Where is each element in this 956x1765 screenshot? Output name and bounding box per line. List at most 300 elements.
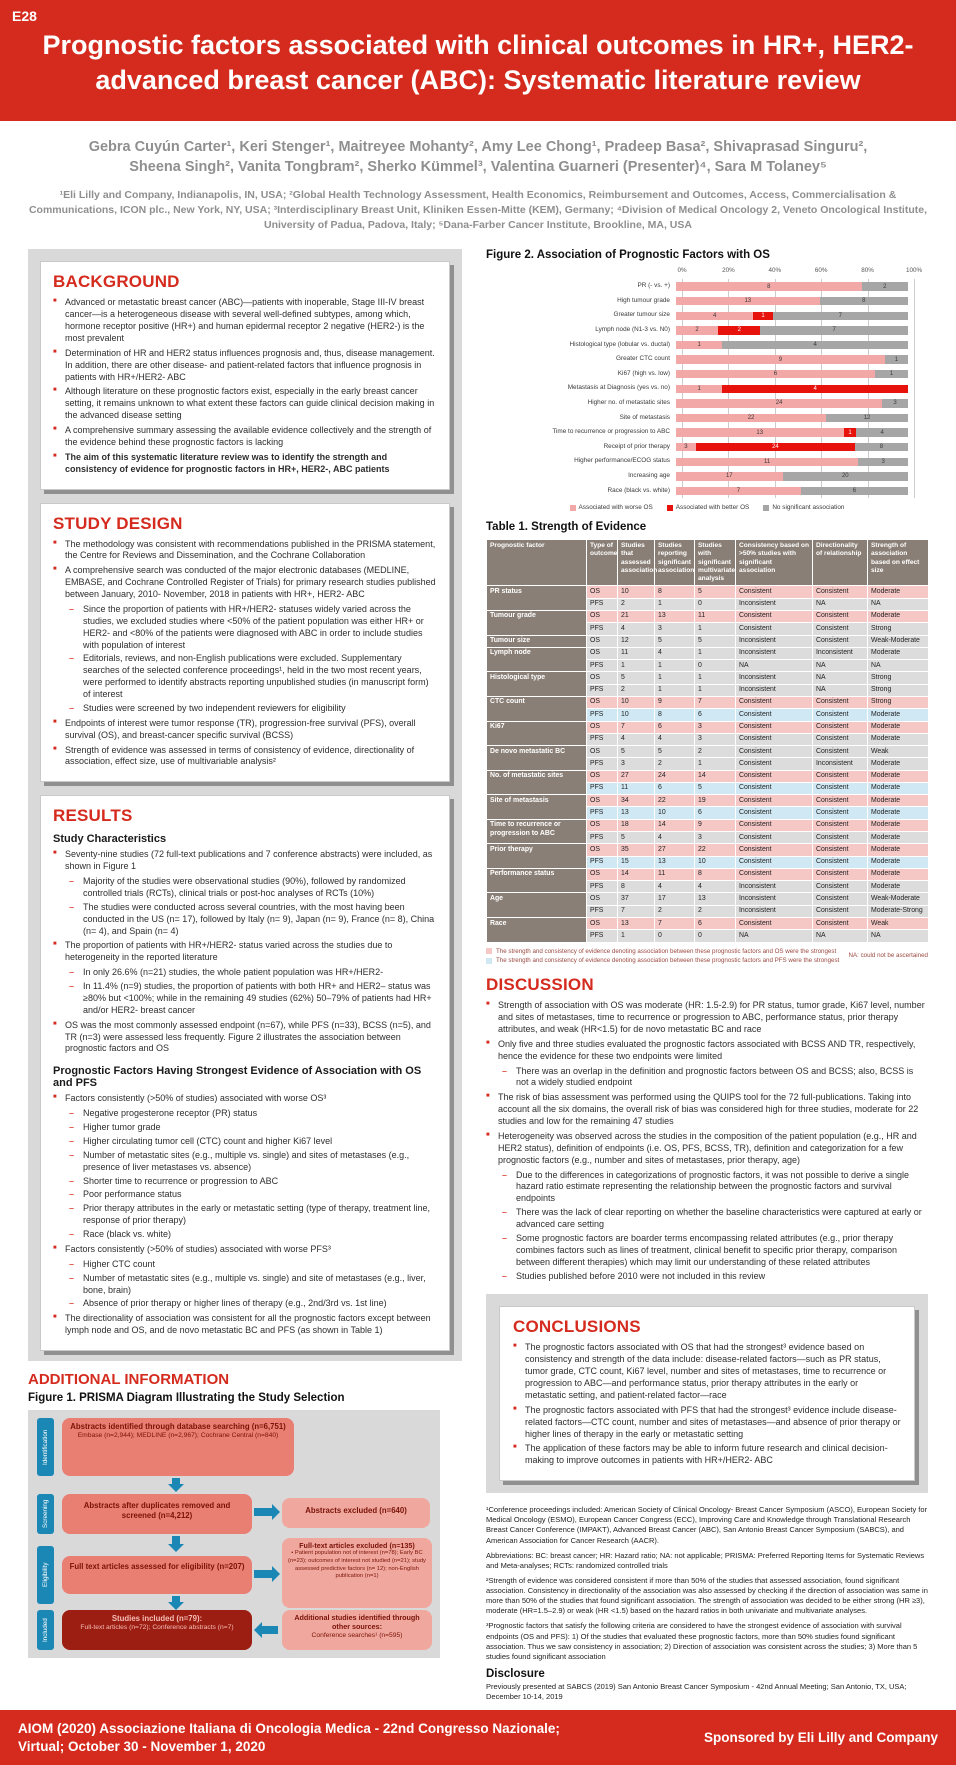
table-cell: Weak-Moderate (868, 635, 929, 647)
table-cell: PFS (587, 623, 618, 635)
bullet-item: – Prior therapy attributes in the early or metastatic setting (type of therapy, treatment line, response of prior therapy) (53, 1203, 437, 1227)
bullet-item: ■ Strength of evidence was assessed in terms of consistency of evidence, directionality of association, effect size, use of multivariable analysis² (53, 745, 437, 769)
table-cell: 5 (618, 746, 655, 758)
chart-category-label: Higher performance/ECOG status (574, 457, 670, 465)
table-cell: PFS (587, 881, 618, 893)
chart-row (486, 352, 928, 367)
arrow-left-icon (262, 1626, 278, 1634)
table-cell: Consistent (813, 868, 868, 880)
bullet-item: – There was the lack of clear reporting on whether the baseline characteristics were captured at early or advanced care setting (486, 1207, 928, 1231)
prisma-box-identified (62, 1418, 294, 1476)
figure2-chart (486, 267, 928, 511)
conclusions-heading: CONCLUSIONS (513, 1317, 641, 1337)
prisma-stage-identification: Identification (37, 1418, 54, 1476)
chart-row (486, 469, 928, 484)
chart-bar (676, 399, 908, 408)
table-cell: 5 (655, 635, 695, 647)
bullet-item: ■ The methodology was consistent with recommendations published in the PRISMA statement, the Centre for Reviews and Dissemination, and the Cochrane Collaboration (53, 539, 437, 563)
table-row (487, 868, 929, 880)
table-cell: Moderate (868, 647, 929, 659)
axis-tick-label: 60% (814, 267, 828, 275)
table-cell: 6 (695, 918, 736, 930)
poster-code: E28 (12, 8, 37, 24)
arrow-down-icon (172, 1478, 180, 1484)
table-cell: PFS (587, 598, 618, 610)
bar-segment-none: 4 (856, 428, 908, 437)
table-cell: Consistent (736, 844, 813, 856)
table-cell: Consistent (813, 807, 868, 819)
table-cell: 37 (618, 893, 655, 905)
table-cell: Inconsistent (736, 893, 813, 905)
bullet-item: – Editorials, reviews, and non-English publications were excluded. Supplementary searches of the selected conference proceedings¹, held in the two most recent years, were performed to identify abstracts reporting unpublished studies (in manuscript form) of interest (53, 653, 437, 701)
bar-segment-worse: 4 (676, 312, 753, 321)
bar-segment-worse: 2 (676, 326, 718, 335)
table-cell: OS (587, 672, 618, 684)
table1-head (487, 540, 929, 586)
table-cell: Consistent (813, 856, 868, 868)
table-cell: NA (813, 672, 868, 684)
chart-row (486, 323, 928, 338)
table-cell: Moderate (868, 881, 929, 893)
chart-row (486, 454, 928, 469)
table-cell: Moderate (868, 819, 929, 831)
table-cell: OS (587, 918, 618, 930)
table-cell: NA (813, 684, 868, 696)
arrow-down-icon (172, 1596, 180, 1602)
table-cell: 0 (695, 930, 736, 942)
bullet-item: ■ The prognostic factors associated with OS that had the strongest³ evidence based on consistency and strength of the data include: disease-related factors—such as PR status, tumor grade, CTC count, Ki67 level, number and sites of metastases, time to recurrence or progression to ABC—and performance status, prior therapy attributes in the early or metastatic setting, and patient-related factor—race (513, 1342, 901, 1401)
legend-label: Associated with better OS (675, 504, 750, 512)
table-cell: Weak-Moderate (868, 893, 929, 905)
legend-swatch (570, 505, 576, 511)
prisma-stage-included: Included (37, 1610, 54, 1650)
bar-segment-worse: 1 (676, 385, 722, 394)
table-cell: Moderate-Strong (868, 905, 929, 917)
bar-segment-worse: 8 (676, 282, 862, 291)
table-cell: 24 (655, 770, 695, 782)
chart-bar (676, 297, 908, 306)
table-row (487, 721, 929, 733)
prisma-box-abstracts-excluded-main: Abstracts excluded (n=640) (305, 1506, 407, 1516)
table-column-header: Consistency based on >50% studies with significant association (736, 540, 813, 586)
table-cell: OS (587, 893, 618, 905)
table-cell: OS (587, 844, 618, 856)
table-cell: Inconsistent (736, 881, 813, 893)
additional-info-heading: ADDITIONAL INFORMATION (28, 1371, 230, 1389)
prisma-stage-screening: Screening (37, 1494, 54, 1534)
table-cell: Moderate (868, 770, 929, 782)
table-cell: Inconsistent (736, 635, 813, 647)
bar-segment-none: 3 (858, 458, 908, 467)
legend-item (667, 504, 750, 511)
table-cell: Consistent (736, 623, 813, 635)
table-cell: Moderate (868, 844, 929, 856)
results-subheading-1: Study Characteristics (53, 833, 167, 846)
table-cell: 4 (655, 733, 695, 745)
table-cell: Moderate (868, 795, 929, 807)
bullet-item: – Race (black vs. white) (53, 1229, 437, 1241)
bullet-item: ■ The directionality of association was consistent for all the prognostic factors except between lymph node and OS, and de novo metastatic BC and PFS (as shown in Table 1) (53, 1313, 437, 1337)
table1-title: Table 1. Strength of Evidence (486, 521, 647, 534)
table-cell: 6 (655, 721, 695, 733)
table-column-header: Prognostic factor (487, 540, 587, 586)
bar-segment-worse: 3 (676, 443, 696, 452)
table-cell: NA (813, 930, 868, 942)
na-note: NA: could not be ascertained (848, 951, 928, 959)
footnote-paragraph: ²Strength of evidence was considered consistent if more than 50% of the studies that assessed association, found significant association. Consistency in directionality of the association was also assessed by checking if the direction of association was same in more than 50% of the studies that found significant association. The strength of association was decided to be either strong (HR ≥3), moderate (HR=1.5–2.9) or weak (HR <1.5) based on the hazard ratios in both univariate and multivariate analyses. (486, 1575, 928, 1616)
chart-row (486, 367, 928, 382)
table-row (487, 610, 929, 622)
table-cell: PFS (587, 782, 618, 794)
prisma-box-additional-sources (282, 1610, 432, 1650)
chart-row (486, 411, 928, 426)
table-cell: Weak (868, 918, 929, 930)
study-design-list (53, 539, 437, 769)
left-column (28, 249, 462, 1702)
chart-category-label: Site of metastasis (619, 413, 670, 421)
table-cell: 27 (618, 770, 655, 782)
table-cell: 7 (695, 696, 736, 708)
bullet-item: – Higher circulating tumor cell (CTC) count and higher Ki67 level (53, 1136, 437, 1148)
bullet-item: – Majority of the studies were observational studies (90%), followed by randomized controlled trials (RCTs), clinical trials or post-hoc analyses of RCTs (10%) (53, 876, 437, 900)
table1-notes (486, 947, 928, 966)
table-cell: Consistent (813, 893, 868, 905)
table-cell: 2 (618, 598, 655, 610)
table-cell: Strong (868, 684, 929, 696)
bar-segment-worse: 11 (676, 458, 858, 467)
chart-category-label: Race (black vs. white) (607, 486, 670, 494)
table-cell: 2 (695, 746, 736, 758)
bar-segment-worse: 22 (676, 414, 826, 423)
table1 (486, 539, 929, 942)
table-cell: 3 (655, 623, 695, 635)
bullet-item: ■ The aim of this systematic literature review was to identify the strength and consistency of evidence for prognostic factors in HR+, HER2-, ABC patients (53, 452, 437, 476)
table-cell: OS (587, 868, 618, 880)
chart-category-label: Histological type (lobular vs. ductal) (569, 340, 670, 348)
results-list-2 (53, 1093, 437, 1337)
study-design-heading: STUDY DESIGN (53, 513, 183, 533)
table-cell: PFS (587, 758, 618, 770)
table-cell: 8 (618, 881, 655, 893)
table-cell: Consistent (736, 696, 813, 708)
bar-segment-worse: 24 (676, 399, 882, 408)
axis-tick-label: 100% (905, 267, 923, 275)
table-factor-cell: Performance status (487, 868, 587, 893)
left-gray-panel (28, 249, 462, 1361)
table-cell: Consistent (813, 623, 868, 635)
disclosure-heading: Disclosure (486, 1667, 545, 1680)
table-note-pfs-text: The strength and consistency of evidence denoting association between these prognostic factors and PFS were the strongest (496, 956, 840, 964)
table-cell: 9 (655, 696, 695, 708)
chart-category-label: Greater tumour size (613, 311, 670, 319)
table-cell: Consistent (813, 782, 868, 794)
table-cell: Inconsistent (813, 647, 868, 659)
table-cell: Consistent (736, 733, 813, 745)
table-cell: 35 (618, 844, 655, 856)
table-cell: OS (587, 721, 618, 733)
table-cell: 8 (655, 709, 695, 721)
table-factor-cell: Site of metastasis (487, 795, 587, 820)
table-cell: 1 (695, 684, 736, 696)
chart-bar (676, 370, 908, 379)
arrow-right-icon (254, 1570, 272, 1578)
table-factor-cell: PR status (487, 586, 587, 611)
chart-category-label: PR (- vs. +) (637, 282, 670, 290)
table-row (487, 795, 929, 807)
table-cell: 1 (695, 758, 736, 770)
table-cell: 1 (695, 623, 736, 635)
bar-segment-better: 1 (844, 428, 857, 437)
footer-sponsor-text: Sponsored by Eli Lilly and Company (703, 1730, 938, 1746)
results-subheading-2: Prognostic Factors Having Strongest Evidence of Association with OS and PFS (53, 1065, 422, 1090)
bullet-item: – Absence of prior therapy or higher lines of therapy (e.g., 2nd/3rd vs. 1st line) (53, 1298, 437, 1310)
table-cell: 1 (655, 660, 695, 672)
table-factor-cell: Prior therapy (487, 844, 587, 869)
table-row (487, 696, 929, 708)
bullet-item: – Due to the differences in categorizations of prognostic factors, it was not possible to derive a single hazard ratio estimate representing the relationship between the prognostic factors and survival endpoints (486, 1170, 928, 1206)
table-cell: Moderate (868, 807, 929, 819)
table-cell: 4 (655, 881, 695, 893)
table-cell: Inconsistent (736, 672, 813, 684)
table-cell: 13 (618, 918, 655, 930)
bullet-item: – Studies published before 2010 were not included in this review (486, 1271, 928, 1283)
table-cell: Moderate (868, 733, 929, 745)
chart-category-label: High tumour grade (617, 296, 670, 304)
bullet-item: – In only 26.6% (n=21) studies, the whole patient population was HR+/HER2- (53, 967, 437, 979)
table-cell: 9 (695, 819, 736, 831)
table-cell: 19 (695, 795, 736, 807)
table-column-header: Studies with significant multivariate analysis (695, 540, 736, 586)
authors-block (0, 137, 956, 178)
table-cell: 34 (618, 795, 655, 807)
footer-band (0, 1710, 956, 1765)
table-cell: 1 (655, 684, 695, 696)
table-cell: Consistent (736, 856, 813, 868)
bullet-item: ■ Factors consistently (>50% of studies) associated with worse OS³ (53, 1093, 437, 1105)
figure2-axis (677, 267, 923, 279)
bar-segment-worse: 1 (676, 341, 722, 350)
table-cell: Consistent (736, 807, 813, 819)
chart-category-label: Greater CTC count (616, 355, 670, 363)
table-cell: NA (868, 598, 929, 610)
table-cell: Consistent (813, 721, 868, 733)
legend-label: Associated with worse OS (578, 504, 653, 512)
table-cell: 13 (655, 610, 695, 622)
bar-segment-none: 3 (882, 399, 908, 408)
chart-row (486, 338, 928, 353)
table-cell: Consistent (813, 770, 868, 782)
table-cell: 0 (655, 930, 695, 942)
background-heading: BACKGROUND (53, 272, 180, 292)
table-cell: 1 (655, 672, 695, 684)
table-cell: 2 (655, 758, 695, 770)
table-column-header: Directionality of relationship (813, 540, 868, 586)
table-note-os-text: The strength and consistency of evidence denoting association between these prognostic factors and OS were the strongest (496, 947, 837, 955)
table-cell: 11 (695, 610, 736, 622)
bullet-item: ■ Seventy-nine studies (72 full-text publications and 7 conference abstracts) were included, as shown in Figure 1 (53, 849, 437, 873)
table-factor-cell: CTC count (487, 696, 587, 721)
chart-row (486, 279, 928, 294)
table-cell: 0 (695, 598, 736, 610)
results-heading: RESULTS (53, 806, 133, 826)
bullet-item: ■ Heterogeneity was observed across the studies in the composition of the patient population (e.g., HR and HER2 status), definition of endpoints (i.e. OS, PFS, BCSS, TR), definition and categorization for a few prognostic factors (e.g., number and sites of metastases, prior therapy, age) (486, 1131, 928, 1167)
bar-segment-better: 24 (696, 443, 855, 452)
chart-bar (676, 312, 908, 321)
table-cell: OS (587, 795, 618, 807)
chart-bar (676, 282, 908, 291)
table-cell: 3 (695, 721, 736, 733)
poster-title: Prognostic factors associated with clinical outcomes in HR+, HER2- advanced breast cancer (ABC): Systematic literature review (42, 30, 914, 95)
table-cell: Consistent (736, 770, 813, 782)
table-cell: 8 (695, 868, 736, 880)
chart-bar (676, 385, 908, 394)
conclusions-list (513, 1342, 901, 1467)
bar-segment-none: 2 (862, 282, 908, 291)
table-cell: Inconsistent (736, 684, 813, 696)
bar-segment-none: 1 (885, 355, 908, 364)
bullet-item: ■ Advanced or metastatic breast cancer (ABC)—patients with inoperable, Stage III-IV breast cancer—is a heterogeneous disease with several well-defined subtypes, among which, hormone receptor positive (HR+) and human epidermal receptor 2 negative (HER2-) is the most prevalent (53, 297, 437, 345)
bar-segment-worse: 6 (676, 370, 875, 379)
disclosure-text: Previously presented at SABCS (2019) San Antonio Breast Cancer Symposium - 42nd Annual Meeting; San Antonio, TX, USA; December 10-14, 2019 (486, 1681, 907, 1702)
background-section (40, 261, 450, 489)
table-cell: Inconsistent (736, 598, 813, 610)
table-cell: 1 (618, 660, 655, 672)
chart-row (486, 396, 928, 411)
table-cell: 14 (655, 819, 695, 831)
discussion-heading: DISCUSSION (486, 975, 594, 995)
prisma-box-additional-sources-sub: Conference searches¹ (n=595) (311, 1631, 403, 1639)
chart-row (486, 382, 928, 397)
table-cell: 10 (618, 709, 655, 721)
prisma-box-fulltext-excluded (282, 1538, 432, 1608)
table-row (487, 770, 929, 782)
bullet-item: – Number of metastatic sites (e.g., multiple vs. single) and site of metastases (e.g., liver, bone, brain) (53, 1273, 437, 1297)
chart-bar (676, 428, 908, 437)
table-cell: Moderate (868, 782, 929, 794)
table-cell: Consistent (813, 709, 868, 721)
main-content (0, 233, 956, 1710)
bar-segment-none: 8 (820, 297, 908, 306)
arrow-down-icon (172, 1536, 180, 1544)
bar-segment-none: 6 (801, 487, 908, 496)
table-cell: 5 (695, 586, 736, 598)
chart-bar (676, 487, 908, 496)
chart-category-label: Time to recurrence or progression to ABC (552, 428, 670, 436)
chart-row (486, 484, 928, 499)
table-cell: Inconsistent (736, 647, 813, 659)
table-cell: NA (813, 598, 868, 610)
bar-segment-none: 12 (826, 414, 908, 423)
figure2-rows (486, 279, 928, 498)
chart-bar (676, 341, 908, 350)
table-cell: 10 (618, 586, 655, 598)
table-row (487, 647, 929, 659)
table-cell: 22 (695, 844, 736, 856)
table-cell: Consistent (736, 758, 813, 770)
table-factor-cell: No. of metastatic sites (487, 770, 587, 795)
chart-row (486, 309, 928, 324)
table-cell: Moderate (868, 610, 929, 622)
table-cell: NA (736, 660, 813, 672)
table-cell: Moderate (868, 832, 929, 844)
bullet-item: ■ OS was the most commonly assessed endpoint (n=67), while PFS (n=33), BCSS (n=5), and TR (n=3) were assessed less frequently. Figure 2 illustrates the association between prognostic factors and OS (53, 1020, 437, 1056)
table-cell: Consistent (813, 733, 868, 745)
table-cell: PFS (587, 856, 618, 868)
table-cell: PFS (587, 832, 618, 844)
table-cell: 5 (695, 782, 736, 794)
axis-tick-label: 20% (722, 267, 735, 275)
chart-category-label: Receipt of prior therapy (603, 442, 670, 450)
table-cell: OS (587, 770, 618, 782)
table-cell: Consistent (813, 795, 868, 807)
table-cell: OS (587, 610, 618, 622)
table-cell: 10 (655, 807, 695, 819)
table-cell: 18 (618, 819, 655, 831)
table-cell: NA (813, 660, 868, 672)
table-cell: 2 (655, 905, 695, 917)
bullet-item: – Negative progesterone receptor (PR) status (53, 1108, 437, 1120)
bullet-item: ■ Determination of HR and HER2 status influences prognosis and, thus, disease management. In addition, there are other disease- and patient-related factors that influence prognosis in patients with HR+/HER2- ABC (53, 348, 437, 384)
table-cell: Consistent (736, 832, 813, 844)
table-cell: 10 (695, 856, 736, 868)
table-cell: Consistent (736, 868, 813, 880)
header-band (0, 0, 956, 121)
prisma-box-fulltext-excluded-sub: • Patient population not of interest (n=78); Early BC (n=23); outcomes of interest not studied (n=21); study assessed predictive factors (n= 12); non-English publication (n=1) (288, 1550, 426, 1580)
table-cell: Moderate (868, 586, 929, 598)
table-cell: PFS (587, 905, 618, 917)
background-list (53, 297, 437, 475)
axis-tick-label: 0% (677, 267, 687, 275)
arrow-right-icon (254, 1508, 272, 1516)
table-cell: 2 (695, 905, 736, 917)
table-cell: 10 (618, 696, 655, 708)
table-cell: 4 (618, 623, 655, 635)
chart-category-label: Increasing age (628, 472, 670, 479)
bar-segment-none: 4 (722, 341, 908, 350)
table-note-pfs (486, 956, 839, 965)
prisma-box-fulltext-assessed (62, 1556, 252, 1594)
table-cell: Consistent (736, 586, 813, 598)
table-cell: Moderate (868, 758, 929, 770)
table-cell: 12 (618, 635, 655, 647)
figure2-title: Figure 2. Association of Prognostic Factors with OS (486, 249, 770, 262)
table-header-row (487, 540, 929, 586)
table-cell: Moderate (868, 709, 929, 721)
bar-segment-better: 4 (722, 385, 908, 394)
chart-bar (676, 458, 908, 467)
table-cell: 4 (655, 647, 695, 659)
discussion-list (486, 1000, 928, 1282)
pfs-highlight-swatch (486, 958, 492, 964)
table-column-header: Strength of association based on effect size (868, 540, 929, 586)
table-cell: 0 (695, 660, 736, 672)
table-cell: OS (587, 635, 618, 647)
bullet-item: ■ A comprehensive search was conducted of the major electronic databases (MEDLINE, EMBASE, and Cochrane Controlled Register of Trials) for primary research studies published between January, 2010- November, 2018 in patients with HR+, HER2- ABC (53, 565, 437, 601)
prisma-box-identified-sub: Embase (n=2,944); MEDLINE (n=2,967); Cochrane Central (n=840) (77, 1432, 279, 1440)
table-cell: 11 (618, 647, 655, 659)
bullet-item: – In 11.4% (n=9) studies, the proportion of patients with both HR+ and HER2– status was ≥80% but <100%; while in the remaining 49 studies (62%) 50–79% of patients had HR+ and/or HER2- breast cancer (53, 981, 437, 1017)
table-note-os (486, 947, 839, 956)
table-factor-cell: Age (487, 893, 587, 918)
legend-item (763, 504, 844, 511)
table-row (487, 893, 929, 905)
bar-segment-worse: 17 (676, 472, 783, 481)
table-cell: 21 (618, 610, 655, 622)
footnotes (486, 1505, 928, 1662)
table-cell: Consistent (813, 918, 868, 930)
table-cell: 17 (655, 893, 695, 905)
table-factor-cell: Tumour size (487, 635, 587, 647)
